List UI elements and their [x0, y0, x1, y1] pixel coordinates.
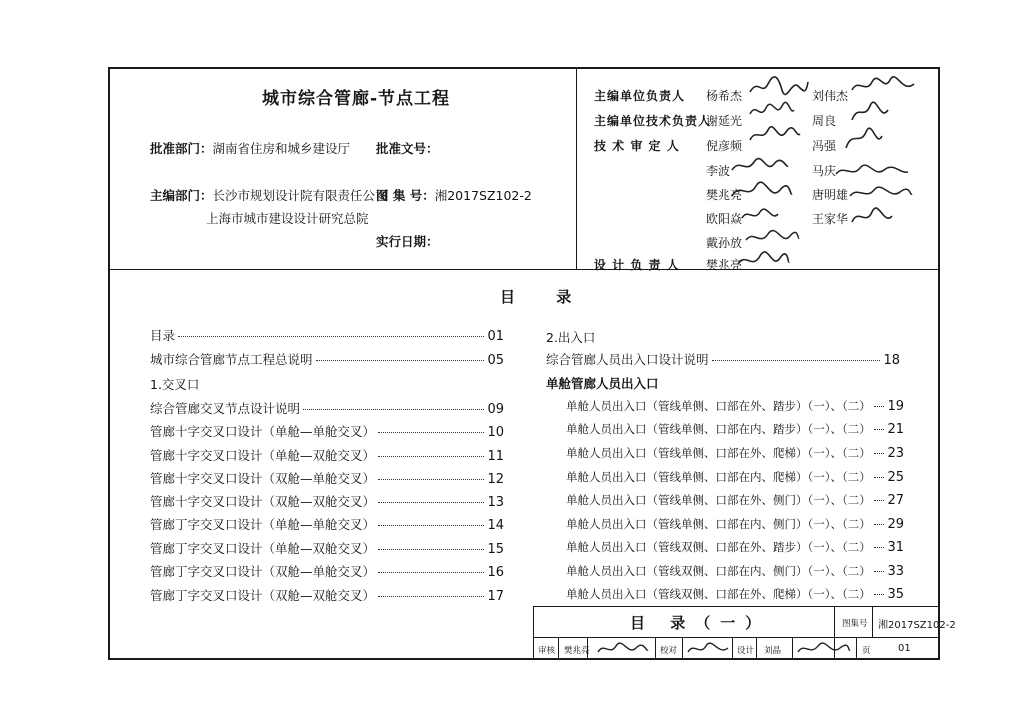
atlas-no-label: 图 集 号： — [376, 188, 435, 203]
header-divider — [576, 68, 577, 270]
staff-name: 戴孙放 — [706, 236, 743, 250]
editor-dept-value-1: 长沙市规划设计院有限责任公司 — [212, 188, 388, 203]
signature-mark — [730, 178, 794, 206]
signature-mark — [748, 100, 796, 124]
toc-section: 单舱管廊人员出入口 — [546, 376, 659, 391]
approval-dept-label: 批准部门： — [150, 141, 213, 156]
toc-entry: 综合管廊人员出入口设计说明 18 — [546, 352, 900, 368]
signature-mark — [842, 124, 884, 154]
approval-dept — [150, 139, 350, 157]
toc-entry: 单舱人员出入口（管线单侧、口部在外、侧门）（一）、（二） 27 — [566, 493, 904, 508]
editor-dept — [150, 186, 388, 204]
toc-entry: 城市综合管廊节点工程总说明 05 — [150, 352, 504, 368]
toc-entry: 单舱人员出入口（管线单侧、口部在内、踏步）（一）、（二） 21 — [566, 422, 904, 437]
signature-mark — [740, 204, 780, 226]
atlas-no-value: 湘2017SZ102-2 — [878, 620, 956, 631]
staff-name: 欧阳焱 — [706, 212, 743, 226]
signature-mark — [736, 248, 790, 272]
page-value: 01 — [898, 643, 911, 654]
page-label: 页 — [862, 646, 871, 656]
atlas-no — [376, 186, 532, 204]
staff-name: 李波 — [706, 164, 731, 178]
staff-name: 唐明雄 — [812, 188, 849, 202]
effective-date — [376, 232, 439, 250]
approval-dept-value: 湖南省住房和城乡建设厅 — [212, 141, 351, 156]
atlas-no-value: 湘2017SZ102-2 — [434, 188, 532, 203]
signature-mark — [850, 204, 894, 230]
staff-name: 倪彦频 — [706, 139, 743, 153]
toc-section: 2.出入口 — [546, 330, 596, 345]
toc-entry: 单舱人员出入口（管线单侧、口部在外、踏步）（一）、（二） 19 — [566, 399, 904, 414]
role-chief: 主编单位负责人 — [594, 89, 686, 103]
toc-entry: 管廊丁字交叉口设计（单舱—双舱交叉） 15 — [150, 541, 504, 557]
toc-entry: 单舱人员出入口（管线双侧、口部在外、爬梯）（一）、（二） 35 — [566, 587, 904, 602]
toc-entry: 单舱人员出入口（管线单侧、口部在外、爬梯）（一）、（二） 23 — [566, 446, 904, 461]
role-review: 技 术 审 定 人 — [594, 139, 680, 153]
toc-entry: 管廊十字交叉口设计（双舱—单舱交叉） 12 — [150, 471, 504, 487]
toc-heading: 目 录 — [500, 288, 590, 306]
check-label: 校对 — [660, 646, 678, 656]
header-bottom-rule — [109, 269, 939, 270]
toc-entry: 管廊十字交叉口设计（单舱—双舱交叉） 11 — [150, 448, 504, 464]
signature-mark — [796, 638, 852, 660]
signature-mark — [686, 638, 730, 660]
toc-entry: 单舱人员出入口（管线单侧、口部在内、爬梯）（一）、（二） 25 — [566, 470, 904, 485]
staff-name: 刘伟杰 — [812, 89, 849, 103]
approval-doc-label: 批准文号： — [376, 141, 439, 156]
sheet-title: 目 录（一） — [630, 614, 771, 632]
toc-entry: 综合管廊交叉节点设计说明 09 — [150, 401, 504, 417]
design-label: 设计 — [737, 646, 755, 656]
design-name: 刘晶 — [764, 646, 782, 656]
staff-name: 谢延光 — [706, 114, 743, 128]
role-design: 设 计 负 责 人 — [594, 258, 680, 272]
toc-entry: 管廊丁字交叉口设计（双舱—单舱交叉） 16 — [150, 564, 504, 580]
toc-section: 1.交叉口 — [150, 377, 200, 392]
effective-date-label: 实行日期： — [376, 234, 439, 249]
staff-name: 冯强 — [812, 139, 837, 153]
signature-mark — [748, 124, 802, 148]
staff-name: 樊兆亮 — [706, 258, 743, 272]
approval-doc — [376, 139, 439, 157]
toc-entry: 管廊十字交叉口设计（单舱—单舱交叉） 10 — [150, 424, 504, 440]
editor-dept-label: 主编部门： — [150, 188, 213, 203]
signature-mark — [848, 182, 914, 204]
toc-entry: 单舱人员出入口（管线单侧、口部在内、侧门）（一）、（二） 29 — [566, 517, 904, 532]
staff-name: 樊兆亮 — [706, 188, 743, 202]
review-label: 审核 — [538, 646, 556, 656]
toc-entry: 管廊丁字交叉口设计（双舱—双舱交叉） 17 — [150, 588, 504, 604]
staff-name: 马庆 — [812, 164, 837, 178]
role-tech: 主编单位技术负责人 — [594, 114, 712, 128]
staff-name: 周良 — [812, 114, 837, 128]
signature-mark — [748, 74, 810, 100]
toc-entry: 单舱人员出入口（管线双侧、口部在外、踏步）（一）、（二） 31 — [566, 540, 904, 555]
project-title: 城市综合管廊-节点工程 — [262, 89, 451, 109]
review-name: 樊兆亮 — [564, 646, 590, 656]
staff-name: 王家华 — [812, 212, 849, 226]
signature-mark — [834, 160, 910, 182]
toc-entry: 单舱人员出入口（管线双侧、口部在内、侧门）（一）、（二） 33 — [566, 564, 904, 579]
toc-entry: 管廊丁字交叉口设计（单舱—单舱交叉） 14 — [150, 517, 504, 533]
signature-mark — [850, 74, 916, 100]
toc-entry: 目录 01 — [150, 328, 504, 344]
staff-name: 杨希杰 — [706, 89, 743, 103]
signature-mark — [730, 152, 790, 180]
atlas-no-label: 图集号 — [842, 619, 868, 629]
signature-mark — [744, 226, 800, 250]
toc-entry: 管廊十字交叉口设计（双舱—双舱交叉） 13 — [150, 494, 504, 510]
signature-mark — [596, 638, 650, 660]
signature-mark — [848, 100, 890, 126]
editor-dept-value-2: 上海市城市建设设计研究总院 — [206, 211, 369, 226]
